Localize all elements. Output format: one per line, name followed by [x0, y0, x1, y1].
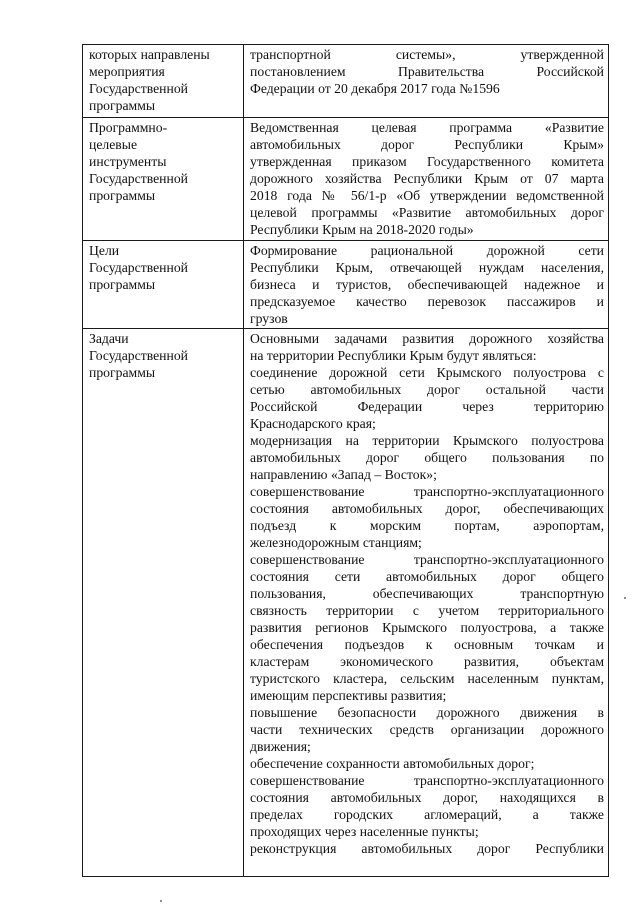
content-line: соединение дорожной сети Крымского полуострова с	[250, 365, 604, 380]
row-program-tasks	[83, 329, 609, 877]
content-line: Формирование рациональной дорожной сети	[250, 243, 604, 258]
content-line: имеющим перспективы развития;	[250, 688, 447, 703]
content-line: автомобильных дорог общего пользования по	[250, 450, 604, 465]
content-line: Основными задачами развития дорожного хозяйства	[250, 331, 604, 346]
row-content-cell	[244, 45, 609, 118]
content-line: автомобильных дорог Республики Крым»	[250, 137, 604, 152]
row-header-line: Программно-	[89, 120, 168, 135]
scan-speck	[624, 597, 626, 599]
row-header-cell	[83, 118, 244, 241]
content-line: транспортной системы», утвержденной	[250, 47, 604, 62]
content-line: на территории Республики Крым будут являться:	[250, 348, 537, 363]
row-program-instruments	[83, 118, 609, 241]
content-line: 2018 года № 56/1-р «Об утверждении ведомственной	[250, 188, 604, 203]
row-header-cell	[83, 241, 244, 329]
content-line: состояния автомобильных дорог, обеспечивающих	[250, 501, 604, 516]
row-header-line: Задачи	[89, 331, 129, 346]
content-line: Федерации от 20 декабря 2017 года №1596	[250, 81, 500, 96]
row-header-line: которых направлены	[89, 47, 210, 62]
row-header-line: Государственной	[89, 260, 188, 275]
row-header-line: Государственной	[89, 348, 188, 363]
row-header-line: Государственной	[89, 81, 188, 96]
row-content-cell	[244, 118, 609, 241]
content-line: Краснодарского края;	[250, 416, 376, 431]
content-line: Республики Крым на 2018-2020 годы»	[250, 222, 474, 237]
content-line: развития регионов Крымского полуострова, а также	[250, 620, 604, 635]
content-line: совершенствование транспортно-эксплуатационного	[250, 484, 604, 499]
content-line: утвержденная приказом Государственного комитета	[250, 154, 604, 169]
content-line: грузов	[250, 311, 288, 326]
content-line: части технических средств организации дорожного	[250, 722, 604, 737]
content-line: кластерам экономического развития, объектам	[250, 654, 604, 669]
content-line: направлению «Запад – Восток»;	[250, 467, 437, 482]
row-header-cell	[83, 45, 244, 118]
content-line: предсказуемое качество перевозок пассажиров и	[250, 294, 604, 309]
row-header-line: мероприятия	[89, 64, 165, 79]
row-header-line: инструменты	[89, 154, 167, 169]
scan-speck	[160, 900, 162, 902]
content-line: сетью автомобильных дорог остальной части	[250, 382, 604, 397]
content-line: целевой программы «Развитие автомобильных дорог	[250, 205, 604, 220]
row-header-line: Государственной	[89, 171, 188, 186]
content-line: обеспечения подъездов к основным точкам и	[250, 637, 604, 652]
content-line: реконструкция автомобильных дорог Республики	[250, 841, 604, 856]
content-line: Республики Крым, отвечающей нуждам населения,	[250, 260, 604, 275]
row-program-goals	[83, 241, 609, 329]
content-line: железнодорожным станциям;	[250, 535, 422, 550]
content-line: постановлением Правительства Российской	[250, 64, 604, 79]
content-line: проходящих через населенные пункты;	[250, 824, 479, 839]
row-header-cell	[83, 329, 244, 877]
row-header-line: Цели	[89, 243, 120, 258]
content-line: бизнеса и туристов, обеспечивающей надежное и	[250, 277, 604, 292]
content-line: совершенствование транспортно-эксплуатационного	[250, 773, 604, 788]
row-content-cell	[244, 241, 609, 329]
content-line: Российской Федерации через территорию	[250, 399, 604, 414]
content-line: совершенствование транспортно-эксплуатационного	[250, 552, 604, 567]
row-header-line: программы	[89, 188, 156, 203]
row-target-groups	[83, 45, 609, 118]
content-line: туристского кластера, сельским населенным пунктам,	[250, 671, 604, 686]
content-line: подъезд к морским портам, аэропортам,	[250, 518, 604, 533]
content-line: пределах городских агломераций, а также	[250, 807, 604, 822]
content-line: модернизация на территории Крымского полуострова	[250, 433, 604, 448]
row-content-cell	[244, 329, 609, 877]
content-line: движения;	[250, 739, 311, 754]
row-header-line: целевые	[89, 137, 138, 152]
content-line: дорожного хозяйства Республики Крым от 07 марта	[250, 171, 604, 186]
row-header-line: программы	[89, 365, 156, 380]
content-line: состояния сети автомобильных дорог общего	[250, 569, 604, 584]
program-passport-table	[82, 44, 609, 877]
content-line: обеспечение сохранности автомобильных дорог;	[250, 756, 535, 771]
content-line: связность территории с учетом территориального	[250, 603, 604, 618]
content-line: повышение безопасности дорожного движения в	[250, 705, 604, 720]
content-line: Ведомственная целевая программа «Развитие	[250, 120, 604, 135]
row-header-line: программы	[89, 277, 156, 292]
row-header-line: программы	[89, 98, 156, 113]
content-line: состояния автомобильных дорог, находящихся в	[250, 790, 604, 805]
content-line: пользования, обеспечивающих транспортную	[250, 586, 604, 601]
